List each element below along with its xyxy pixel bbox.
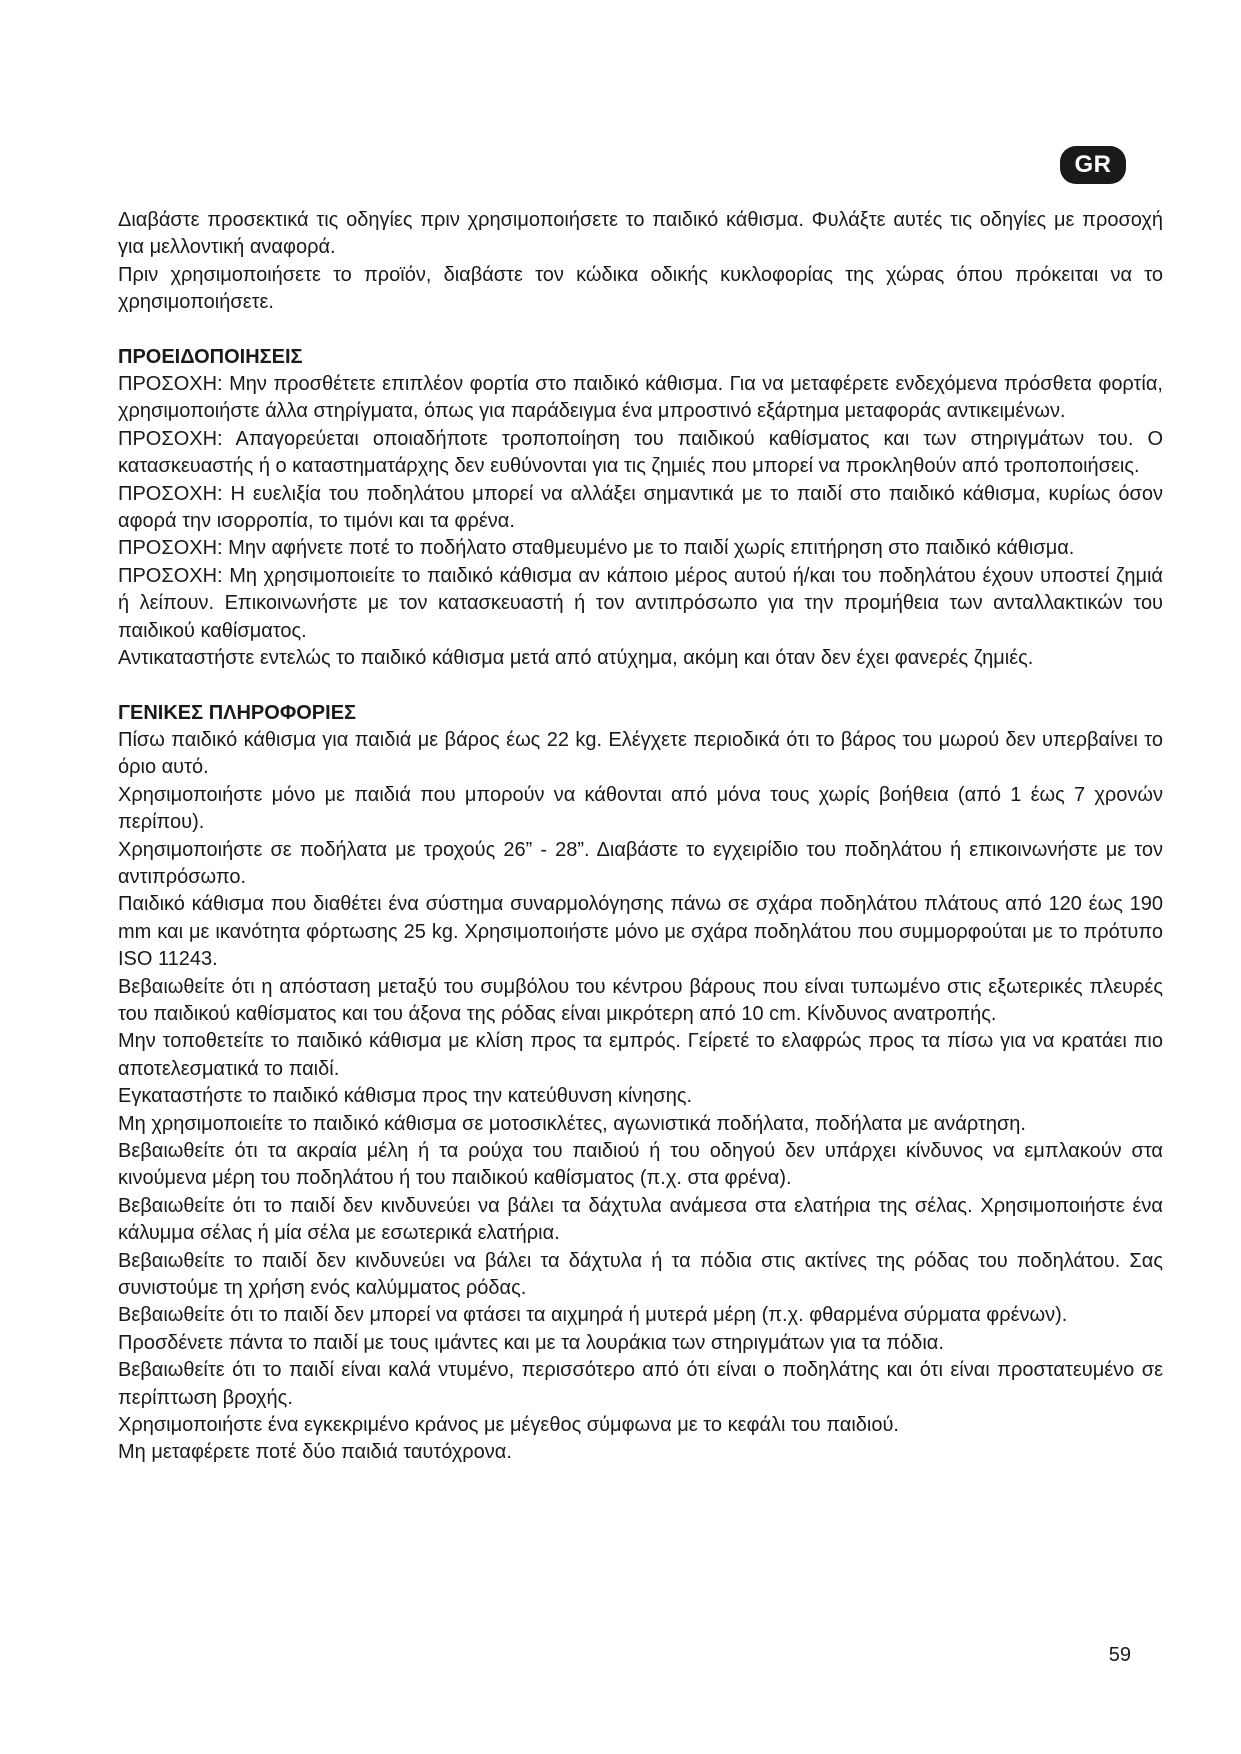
info-paragraph: Βεβαιωθείτε ότι το παιδί δεν μπορεί να φτάσει τα αιχμηρά ή μυτερά μέρη (π.χ. φθαρμένα σύρματα φρένων).: [118, 1304, 1068, 1327]
warnings-section: [118, 344, 1163, 673]
info-paragraph: Βεβαιωθείτε ότι η απόσταση μεταξύ του συμβόλου του κέντρου βάρους που είναι τυπωμένο στις εξωτερικές πλευρές του παιδικού καθίσματος και του άξονα της ρόδας είναι μικρότερη από 10 cm. Κίνδυνος ανατροπής.: [118, 975, 1163, 1025]
info-paragraph: Πίσω παιδικό κάθισμα για παιδιά με βάρος έως 22 kg. Ελέγχετε περιοδικά ότι το βάρος του μωρού δεν υπερβαίνει το όριο αυτό.: [118, 728, 1163, 779]
general-info-section: [118, 700, 1163, 1467]
info-paragraph: Βεβαιωθείτε ότι το παιδί είναι καλά ντυμένο, περισσότερο από ότι είναι ο ποδηλάτης και ότι είναι προστατευμένο σε περίπτωση βροχής.: [118, 1359, 1163, 1409]
info-paragraph: Χρησιμοποιήστε ένα εγκεκριμένο κράνος με μέγεθος σύμφωνα με το κεφάλι του παιδιού.: [118, 1414, 899, 1437]
warning-paragraph: ΠΡΟΣΟΧΗ: Μην προσθέτετε επιπλέον φορτία στο παιδικό κάθισμα. Για να μεταφέρετε ενδεχόμενα πρόσθετα φορτία, χρησιμοποιήστε άλλα στηρίγματα, όπως για παράδειγμα ένα μπροστινό εξάρτημα μεταφοράς αντικειμένων.: [118, 373, 1163, 423]
warning-paragraph: Αντικαταστήστε εντελώς το παιδικό κάθισμα μετά από ατύχημα, ακόμη και όταν δεν έχει φανερές ζημιές.: [118, 647, 1034, 670]
intro-paragraph: Διαβάστε προσεκτικά τις οδηγίες πριν χρησιμοποιήσετε το παιδικό κάθισμα. Φυλάξτε αυτές τις οδηγίες με προσοχή για μελλοντική αναφορά.: [118, 209, 1163, 259]
warning-paragraph: ΠΡΟΣΟΧΗ: Η ευελιξία του ποδηλάτου μπορεί να αλλάξει σημαντικά με το παιδί στο παιδικό κάθισμα, κυρίως όσον αφορά την ισορροπία, το τιμόνι και τα φρένα.: [118, 482, 1163, 533]
language-badge: GR: [1060, 146, 1126, 184]
document-body: [118, 207, 1163, 1494]
info-paragraph: Παιδικό κάθισμα που διαθέτει ένα σύστημα συναρμολόγησης πάνω σε σχάρα ποδηλάτου πλάτους από 120 έως 190 mm και με ικανότητα φόρτωσης 25 kg. Χρησιμοποιήστε μόνο με σχάρα ποδηλάτου που συμμορφούται με το πρότυπο ISO 11243.: [118, 893, 1163, 971]
info-paragraph: Βεβαιωθείτε το παιδί δεν κινδυνεύει να βάλει τα δάχτυλα ή τα πόδια στις ακτίνες της ρόδας του ποδηλάτου. Σας συνιστούμε τη χρήση ενός καλύμματος ρόδας.: [118, 1249, 1163, 1300]
warnings-heading: ΠΡΟΕΙΔΟΠΟΙΗΣΕΙΣ: [118, 345, 303, 368]
warning-paragraph: ΠΡΟΣΟΧΗ: Μη χρησιμοποιείτε το παιδικό κάθισμα αν κάποιο μέρος αυτού ή/και του ποδηλάτου έχουν υποστεί ζημιά ή λείπουν. Επικοινωνήστε με τον κατασκευαστή ή τον αντιπρόσωπο για την προμήθεια των ανταλλακτικών του παιδικού καθίσματος.: [118, 564, 1163, 642]
warning-paragraph: ΠΡΟΣΟΧΗ: Μην αφήνετε ποτέ το ποδήλατο σταθμευμένο με το παιδί χωρίς επιτήρηση στο παιδικό κάθισμα.: [118, 537, 1075, 560]
info-paragraph: Βεβαιωθείτε ότι τα ακραία μέλη ή τα ρούχα του παιδιού ή του οδηγού δεν υπάρχει κίνδυνος να εμπλακούν στα κινούμενα μέρη του ποδηλάτου ή του παιδικού καθίσματος (π.χ. στα φρένα).: [118, 1140, 1163, 1190]
info-paragraph: Βεβαιωθείτε ότι το παιδί δεν κινδυνεύει να βάλει τα δάχτυλα ανάμεσα στα ελατήρια της σέλας. Χρησιμοποιήστε ένα κάλυμμα σέλας ή μία σέλα με εσωτερικά ελατήρια.: [118, 1194, 1163, 1245]
intro-section: [118, 207, 1163, 317]
info-paragraph: Χρησιμοποιήστε σε ποδήλατα με τροχούς 26” - 28”. Διαβάστε το εγχειρίδιο του ποδηλάτου ή επικοινωνήστε με τον αντιπρόσωπο.: [118, 838, 1163, 888]
info-paragraph: Μη μεταφέρετε ποτέ δύο παιδιά ταυτόχρονα.: [118, 1441, 512, 1464]
warning-paragraph: ΠΡΟΣΟΧΗ: Απαγορεύεται οποιαδήποτε τροποποίηση του παιδικού καθίσματος και των στηριγμάτων του. Ο κατασκευαστής ή ο καταστηματάρχης δεν ευθύνονται για τις ζημιές που μπορεί να προκληθούν από τροποποιήσεις.: [118, 427, 1163, 478]
info-paragraph: Εγκαταστήστε το παιδικό κάθισμα προς την κατεύθυνση κίνησης.: [118, 1085, 693, 1108]
page-number: 59: [1108, 1644, 1131, 1666]
general-info-heading: ΓΕΝΙΚΕΣ ΠΛΗΡΟΦΟΡΙΕΣ: [118, 701, 357, 724]
info-paragraph: Χρησιμοποιήστε μόνο με παιδιά που μπορούν να κάθονται από μόνα τους χωρίς βοήθεια (από 1 έως 7 χρονών περίπου).: [118, 783, 1163, 834]
intro-paragraph: Πριν χρησιμοποιήσετε το προϊόν, διαβάστε τον κώδικα οδικής κυκλοφορίας της χώρας όπου πρόκειται να το χρησιμοποιήσετε.: [118, 263, 1163, 314]
info-paragraph: Μη χρησιμοποιείτε το παιδικό κάθισμα σε μοτοσικλέτες, αγωνιστικά ποδήλατα, ποδήλατα με ανάρτηση.: [118, 1112, 1026, 1135]
info-paragraph: Μην τοποθετείτε το παιδικό κάθισμα με κλίση προς τα εμπρός. Γείρετέ το ελαφρώς προς τα πίσω για να κρατάει πιο αποτελεσματικά το παιδί.: [118, 1030, 1163, 1080]
info-paragraph: Προσδένετε πάντα το παιδί με τους ιμάντες και με τα λουράκια των στηριγμάτων για τα πόδια.: [118, 1331, 944, 1354]
